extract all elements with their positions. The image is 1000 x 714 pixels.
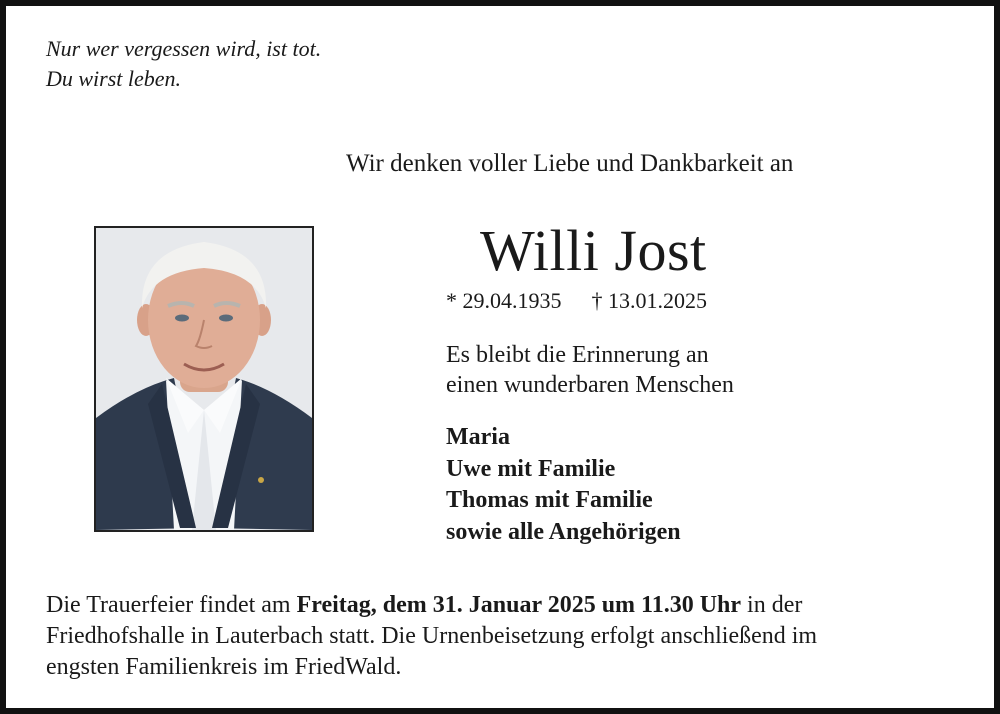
death-date: † 13.01.2025 [591, 288, 707, 313]
deceased-name: Willi Jost [480, 218, 707, 283]
mourner: Maria [446, 424, 510, 450]
announcement-text: in der [741, 592, 803, 618]
announcement-text: Die Trauerfeier findet am [46, 592, 297, 618]
quote-line-1: Es bleibt die Erinnerung an [446, 342, 709, 368]
life-dates [446, 288, 707, 314]
mourner: Thomas mit Familie [446, 487, 653, 513]
motto-line-1: Nur wer vergessen wird, ist tot. [46, 36, 322, 61]
portrait-illustration [96, 228, 312, 530]
mourner: Uwe mit Familie [446, 455, 616, 482]
portrait-photo [94, 226, 314, 532]
mourners-list [446, 422, 681, 548]
announcement-line-1 [46, 590, 966, 621]
funeral-announcement [46, 590, 966, 683]
funeral-date-time: Freitag, dem 31. Januar 2025 um 11.30 Uhr [296, 592, 742, 618]
announcement-line-2: Friedhofshalle in Lauterbach statt. Die Urnenbeisetzung erfolgt anschließend im [46, 623, 818, 649]
motto [46, 34, 321, 94]
motto-line-2: Du wirst leben. [46, 66, 182, 91]
announcement-line-3: engsten Familienkreis im FriedWald. [46, 654, 402, 680]
memorial-quote [446, 340, 734, 400]
quote-line-2: einen wunderbaren Menschen [446, 372, 734, 398]
intro-text: Wir denken voller Liebe und Dankbarkeit an [346, 150, 794, 177]
birth-date: * 29.04.1935 [446, 288, 562, 313]
mourner: sowie alle Angehörigen [446, 518, 681, 545]
